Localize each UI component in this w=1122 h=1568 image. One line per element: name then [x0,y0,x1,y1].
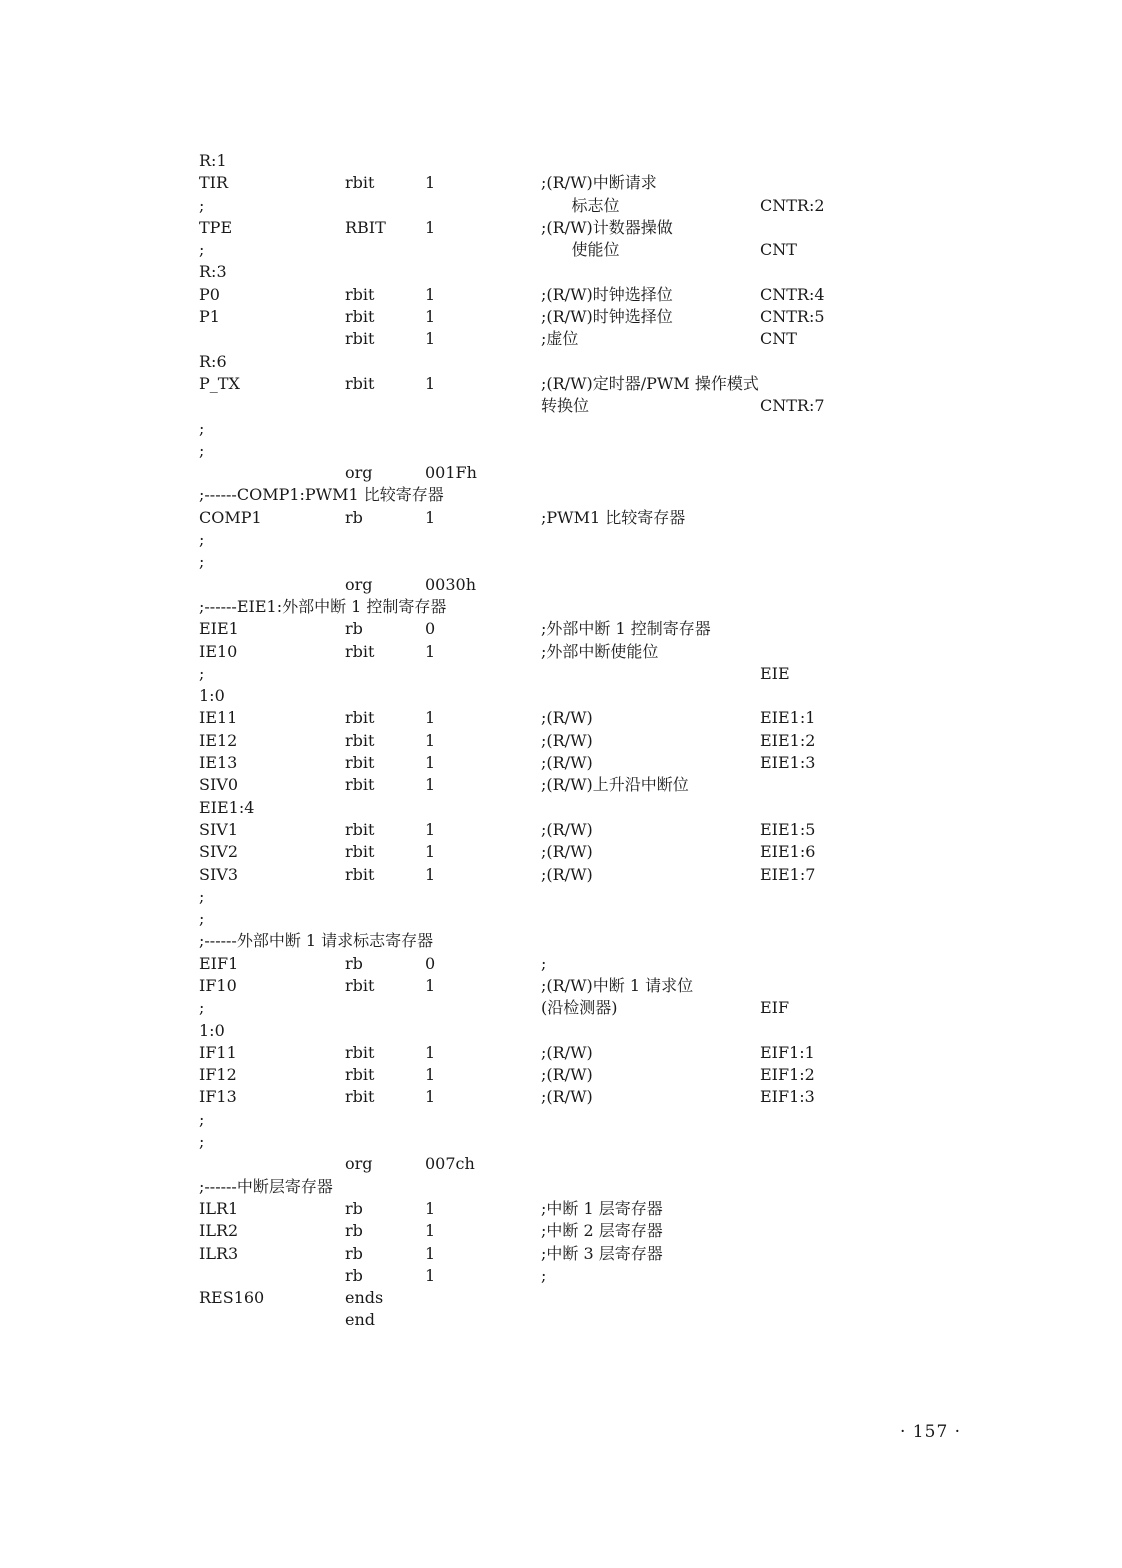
label-field: R:1 [199,151,227,170]
code-line [0,841,1122,863]
register-bit-field: EIE [760,663,790,683]
directive-field: rb [345,507,363,527]
directive-field: rb [345,1243,363,1263]
comment-field: ;(R/W) [541,1087,593,1107]
code-line [0,1020,1122,1042]
page-number: · 157 · [900,1422,962,1442]
operand-field: 1 [425,775,436,795]
code-line [0,306,1122,328]
comment-field: ; [541,1265,547,1285]
operand-field: 1 [425,307,436,327]
directive-field: rbit [345,975,375,995]
label-field: ILR2 [199,1221,239,1241]
code-line [0,1265,1122,1287]
directive-field: rbit [345,753,375,773]
label-field: IF12 [199,1065,237,1085]
label-field: SIV1 [199,819,239,839]
comment-field: ;(R/W) [541,753,593,773]
directive-field: rbit [345,1042,375,1062]
directive-field: rbit [345,373,375,393]
label-field: IF13 [199,1087,237,1107]
directive-field: end [345,1310,376,1330]
operand-field: 1 [425,217,436,237]
code-line [0,997,1122,1019]
label-field: SIV3 [199,864,239,884]
code-line [0,172,1122,194]
operand-field: 1 [425,173,436,193]
operand-field: 0 [425,619,436,639]
code-line [0,1309,1122,1331]
label-field: ; [199,552,205,572]
register-bit-field: CNT [760,329,797,349]
register-bit-field: EIE1:2 [760,730,816,750]
operand-field: 0 [425,953,436,973]
comment-field: ;中断 1 层寄存器 [541,1198,663,1218]
label-field: P1 [199,307,220,327]
label-field: COMP1 [199,507,262,527]
operand-field: 1 [425,753,436,773]
label-field: ; [199,418,205,438]
code-line [0,1220,1122,1242]
code-line [0,730,1122,752]
code-line [0,551,1122,573]
code-line [0,1243,1122,1265]
code-line [0,1131,1122,1153]
comment-field: ;(R/W) [541,864,593,884]
code-line [0,574,1122,596]
comment-field: ;中断 2 层寄存器 [541,1221,663,1241]
code-line [0,351,1122,373]
label-field: R:3 [199,262,227,282]
code-line [0,440,1122,462]
comment-field: (沿检测器) [541,998,618,1018]
label-field: ;------EIE1:外部中断 1 控制寄存器 [199,596,447,616]
code-line [0,484,1122,506]
directive-field: rbit [345,329,375,349]
label-field: ; [199,998,205,1018]
directive-field: rbit [345,173,375,193]
code-line [0,328,1122,350]
code-line [0,1042,1122,1064]
comment-field: 使能位 [541,240,620,260]
comment-field: ;(R/W) [541,819,593,839]
register-bit-field: CNTR:2 [760,195,825,215]
operand-field: 1 [425,329,436,349]
label-field: IE12 [199,730,238,750]
code-line [0,975,1122,997]
directive-field: rbit [345,842,375,862]
directive-field: rb [345,1265,363,1285]
label-field: ; [199,663,205,683]
label-field: ; [199,1109,205,1129]
code-line [0,819,1122,841]
directive-field: ends [345,1288,384,1308]
label-field: ; [199,440,205,460]
label-field: EIF1 [199,953,239,973]
label-field: ; [199,530,205,550]
code-line [0,953,1122,975]
code-line [0,774,1122,796]
directive-field: rb [345,1198,363,1218]
label-field: ; [199,195,205,215]
operand-field: 1 [425,1042,436,1062]
operand-field: 1 [425,373,436,393]
register-bit-field: EIE1:1 [760,708,816,728]
comment-field: ;(R/W) [541,1065,593,1085]
comment-field: ;外部中断使能位 [541,641,659,661]
code-line [0,239,1122,261]
comment-field: ; [541,953,547,973]
label-field: RES160 [199,1288,265,1308]
code-line [0,373,1122,395]
operand-field: 1 [425,284,436,304]
code-line [0,462,1122,484]
label-field: TIR [199,173,229,193]
operand-field: 1 [425,641,436,661]
label-field: ;------外部中断 1 请求标志寄存器 [199,931,434,951]
label-field: TPE [199,217,233,237]
code-line [0,864,1122,886]
label-field: SIV0 [199,775,239,795]
code-line [0,908,1122,930]
operand-field: 1 [425,819,436,839]
label-field: ;------COMP1:PWM1 比较寄存器 [199,485,444,505]
label-field: ; [199,1132,205,1152]
comment-field: ;虚位 [541,329,579,349]
comment-field: ;(R/W) [541,730,593,750]
label-field: IF11 [199,1042,237,1062]
register-bit-field: EIF1:3 [760,1087,815,1107]
directive-field: rbit [345,730,375,750]
directive-field: rbit [345,1087,375,1107]
comment-field: ;外部中断 1 控制寄存器 [541,619,711,639]
code-line [0,284,1122,306]
comment-field: ;中断 3 层寄存器 [541,1243,663,1263]
directive-field: RBIT [345,217,386,237]
register-bit-field: EIF [760,998,790,1018]
comment-field: ;(R/W) [541,842,593,862]
operand-field: 007ch [425,1154,475,1174]
register-bit-field: EIF1:2 [760,1065,815,1085]
label-field: ILR1 [199,1198,239,1218]
operand-field: 1 [425,1243,436,1263]
register-bit-field: CNTR:4 [760,284,825,304]
directive-field: rbit [345,708,375,728]
code-line [0,529,1122,551]
label-field: IE10 [199,641,238,661]
label-field: 1:0 [199,1020,225,1040]
operand-field: 1 [425,864,436,884]
code-line [0,707,1122,729]
code-line [0,195,1122,217]
label-field: EIE1:4 [199,797,255,817]
code-line [0,1064,1122,1086]
operand-field: 1 [425,1198,436,1218]
code-line [0,261,1122,283]
code-line [0,150,1122,172]
code-line [0,752,1122,774]
label-field: P0 [199,284,220,304]
comment-field: ;(R/W)上升沿中断位 [541,775,689,795]
operand-field: 1 [425,1265,436,1285]
comment-field: ;(R/W)中断 1 请求位 [541,975,694,995]
code-line [0,663,1122,685]
directive-field: rb [345,1221,363,1241]
label-field: IE13 [199,753,238,773]
comment-field: ;PWM1 比较寄存器 [541,507,686,527]
operand-field: 1 [425,730,436,750]
directive-field: rbit [345,864,375,884]
register-bit-field: CNTR:5 [760,307,825,327]
operand-field: 1 [425,1087,436,1107]
operand-field: 1 [425,507,436,527]
label-field: IE11 [199,708,238,728]
code-line [0,641,1122,663]
comment-field: ;(R/W)时钟选择位 [541,284,673,304]
code-line [0,886,1122,908]
code-line [0,618,1122,640]
label-field: EIE1 [199,619,239,639]
register-bit-field: CNTR:7 [760,396,825,416]
label-field: ILR3 [199,1243,239,1263]
label-field: ; [199,886,205,906]
operand-field: 1 [425,842,436,862]
code-line [0,1086,1122,1108]
comment-field: ;(R/W)中断请求 [541,173,657,193]
operand-field: 0030h [425,574,477,594]
directive-field: rb [345,953,363,973]
register-bit-field: EIE1:5 [760,819,816,839]
comment-field: ;(R/W)定时器/PWM 操作模式 [541,373,759,393]
register-bit-field: EIE1:6 [760,842,816,862]
operand-field: 1 [425,1221,436,1241]
operand-field: 1 [425,975,436,995]
directive-field: org [345,574,373,594]
label-field: ; [199,909,205,929]
code-line [0,930,1122,952]
directive-field: rbit [345,307,375,327]
directive-field: rbit [345,284,375,304]
label-field: ;------中断层寄存器 [199,1176,333,1196]
register-bit-field: CNT [760,240,797,260]
comment-field: 转换位 [541,396,590,416]
code-line [0,395,1122,417]
register-bit-field: EIE1:7 [760,864,816,884]
comment-field: 标志位 [541,195,620,215]
directive-field: rb [345,619,363,639]
code-line [0,418,1122,440]
code-line [0,1109,1122,1131]
register-bit-field: EIF1:1 [760,1042,815,1062]
assembly-listing [0,150,1122,1332]
operand-field: 1 [425,1065,436,1085]
code-line [0,1153,1122,1175]
code-line [0,1176,1122,1198]
label-field: IF10 [199,975,237,995]
directive-field: rbit [345,819,375,839]
label-field: P_TX [199,373,240,393]
directive-field: rbit [345,775,375,795]
label-field: SIV2 [199,842,239,862]
comment-field: ;(R/W)时钟选择位 [541,307,673,327]
register-bit-field: EIE1:3 [760,753,816,773]
directive-field: org [345,463,373,483]
comment-field: ;(R/W) [541,1042,593,1062]
operand-field: 001Fh [425,463,477,483]
label-field: 1:0 [199,686,225,706]
label-field: ; [199,240,205,260]
code-line [0,217,1122,239]
code-line [0,596,1122,618]
code-line [0,507,1122,529]
code-line [0,1287,1122,1309]
code-line [0,1198,1122,1220]
comment-field: ;(R/W)计数器操做 [541,217,673,237]
directive-field: rbit [345,641,375,661]
comment-field: ;(R/W) [541,708,593,728]
code-line [0,797,1122,819]
operand-field: 1 [425,708,436,728]
code-line [0,685,1122,707]
label-field: R:6 [199,351,227,371]
directive-field: rbit [345,1065,375,1085]
directive-field: org [345,1154,373,1174]
